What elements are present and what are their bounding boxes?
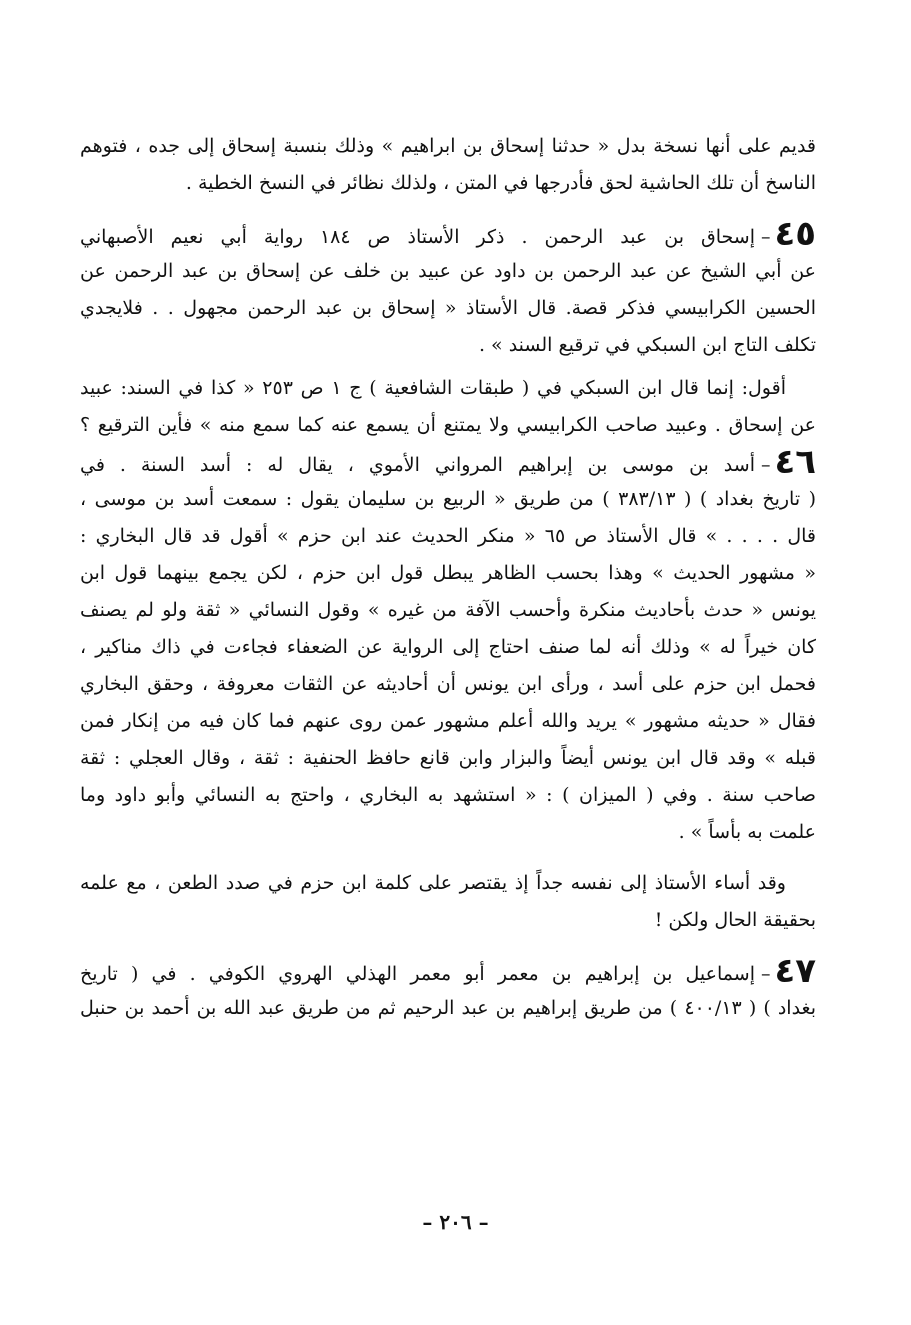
text-line: وقد أساء الأستاذ إلى نفسه جداً إذ يقتصر على كلمة ابن حزم في صدد الطعن ، مع علمه <box>80 872 786 894</box>
entry-text: إسماعيل بن إبراهيم بن معمر أبو معمر الهذلي الهروي الكوفي . في ( تاريخ <box>80 963 755 985</box>
entry-46-heading-line <box>80 444 816 481</box>
text-line: فحمل ابن حزم على أسد ، ورأى ابن يونس أن أحاديثه عن الثقات معروفة ، وحقق البخاري <box>80 673 816 695</box>
text-line: فقال « حديثه مشهور » يريد والله أعلم مشهور عمن روى عنهم فما كان فيه من إنكار فمن <box>80 710 816 732</box>
text-line: « مشهور الحديث » وهذا بحسب الظاهر يبطل قول ابن حزم ، لكن يجمع بينهما قول ابن <box>80 562 816 584</box>
text-line: بغداد ) ( ٤٠٠/١٣ ) من طريق إبراهيم بن عبد الرحيم ثم من طريق عبد الله بن أحمد بن حنبل <box>80 997 816 1019</box>
dash: – <box>760 963 771 985</box>
text-line: الحسين الكرابيسي فذكر قصة. قال الأستاذ « إسحاق بن عبد الرحمن مجهول . . فلايجدي <box>80 297 816 319</box>
page-body <box>80 128 816 1027</box>
text-line: تكلف التاج ابن السبكي في ترقيع السند » . <box>478 334 816 356</box>
text-line: علمت به بأساً » . <box>678 821 816 843</box>
entry-text: أسد بن موسى بن إبراهيم المرواني الأموي ، يقال له : أسد السنة . في <box>80 454 755 476</box>
dash: – <box>760 226 771 248</box>
entry-number: ٤٥ <box>774 216 816 253</box>
text-line: عن أبي الشيخ عن عبد الرحمن بن داود عن عبيد بن خلف عن إسحاق بن عبد الرحمن عن <box>80 260 816 282</box>
text-line: عن إسحاق . وعبيد صاحب الكرابيسي ولا يمتنع أن يسمع عنه كما سمع منه » فأين الترقيع ؟ <box>80 414 816 436</box>
text-line: قبله » وقد قال ابن يونس أيضاً والبزار وابن قانع حافظ الحنفية : ثقة ، وقال العجلي : ثقة <box>80 747 816 769</box>
text-line: أقول: إنما قال ابن السبكي في ( طبقات الشافعية ) ج ١ ص ٢٥٣ « كذا في السند: عبيد <box>80 377 786 399</box>
page-number: – ٢٠٦ – <box>422 1210 489 1234</box>
entry-45-heading-line <box>80 216 816 253</box>
text-line: يونس « حدث بأحاديث منكرة وأحسب الآفة من غيره » وقول النسائي « ثقة ولو لم يصنف <box>80 599 816 621</box>
text-line: ( تاريخ بغداد ) ( ٣٨٣/١٣ ) من طريق « الربيع بن سليمان يقول : سمعت أسد بن موسى ، <box>80 488 816 510</box>
text-line: بحقيقة الحال ولكن ! <box>654 909 816 931</box>
text-line: كان خيراً له » وذلك أنه لما صنف احتاج إلى الرواية عن الضعفاء فجاءت في ذاك مناكير ، <box>80 636 816 658</box>
dash: – <box>760 454 771 476</box>
text-line: صاحب سنة . وفي ( الميزان ) : « استشهد به البخاري ، واحتج به النسائي وأبو داود وما <box>80 784 816 806</box>
text-line: الناسخ أن تلك الحاشية لحق فأدرجها في المتن ، ولذلك نظائر في النسخ الخطية . <box>185 172 816 194</box>
entry-number: ٤٧ <box>774 953 816 990</box>
entry-47-heading-line <box>80 953 816 990</box>
text-line: قديم على أنها نسخة بدل « حدثنا إسحاق بن ابراهيم » وذلك بنسبة إسحاق إلى جده ، فتوهم <box>80 135 816 157</box>
entry-number: ٤٦ <box>774 444 816 481</box>
entry-text: إسحاق بن عبد الرحمن . ذكر الأستاذ ص ١٨٤ رواية أبي نعيم الأصبهاني <box>80 226 755 248</box>
text-line: قال . . . . » قال الأستاذ ص ٦٥ « منكر الحديث عند ابن حزم » أقول قد قال البخاري : <box>80 525 816 547</box>
